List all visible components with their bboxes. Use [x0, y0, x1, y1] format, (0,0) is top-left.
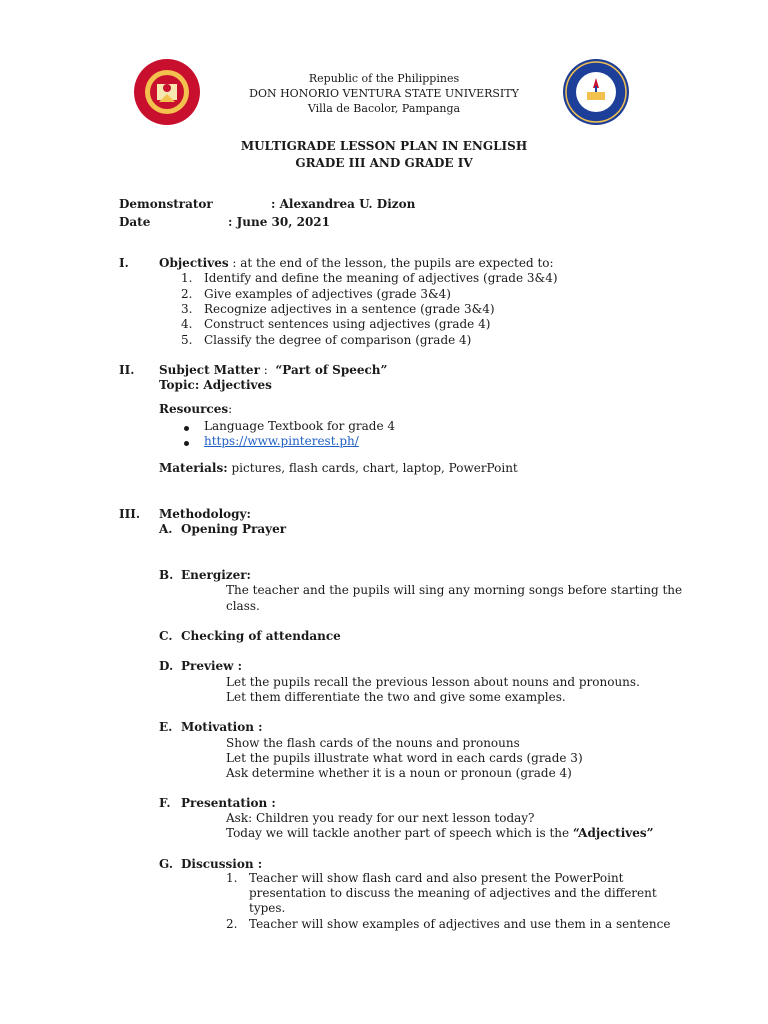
section-numeral-i: I.: [119, 256, 129, 270]
step-letter: E.: [159, 720, 173, 734]
presentation-text: [226, 826, 654, 840]
title-line-2: GRADE III AND GRADE IV: [295, 156, 473, 170]
resources-heading: [159, 402, 232, 416]
section-numeral-ii: II.: [119, 363, 135, 377]
objective-item: Construct sentences using adjectives (grade 4): [204, 317, 491, 331]
motivation-text: Let the pupils illustrate what word in each cards (grade 3): [226, 751, 583, 765]
energizer-text: The teacher and the pupils will sing any morning songs before starting the: [226, 583, 683, 597]
header-university: DON HONORIO VENTURA STATE UNIVERSITY: [249, 87, 519, 100]
energizer-text: class.: [226, 599, 260, 613]
objective-number: 1.: [181, 271, 193, 285]
step-presentation: Presentation :: [181, 796, 276, 810]
motivation-text: Show the flash cards of the nouns and pronouns: [226, 736, 520, 750]
materials-line: [159, 461, 518, 475]
date-value: : June 30, 2021: [228, 215, 330, 229]
subject-matter-heading: [159, 363, 387, 377]
title-line-1: MULTIGRADE LESSON PLAN IN ENGLISH: [240, 139, 528, 153]
step-opening-prayer: Opening Prayer: [181, 522, 287, 536]
objectives-heading: [159, 256, 554, 270]
resource-item: Language Textbook for grade 4: [204, 419, 396, 433]
objective-number: 2.: [181, 287, 193, 301]
presentation-text-lead: Today we will tackle another part of speech which is the: [226, 826, 573, 840]
objective-item: Give examples of adjectives (grade 3&4): [204, 287, 451, 301]
step-letter: A.: [159, 522, 173, 536]
step-preview: Preview :: [181, 659, 243, 673]
discussion-text: types.: [249, 901, 286, 915]
resources-label: Resources: [159, 402, 229, 416]
step-discussion: Discussion :: [181, 857, 263, 871]
materials-value: pictures, flash cards, chart, laptop, PowerPoint: [227, 461, 518, 475]
bullet-icon: [184, 441, 189, 446]
presentation-adjectives: “Adjectives”: [572, 826, 654, 840]
objective-item: Identify and define the meaning of adjectives (grade 3&4): [204, 271, 558, 285]
motivation-text: Ask determine whether it is a noun or pronoun (grade 4): [226, 766, 572, 780]
resources-colon: :: [228, 402, 233, 416]
section-numeral-iii: III.: [119, 507, 141, 521]
subject-matter-separator: :: [259, 363, 268, 377]
step-energizer: Energizer:: [181, 568, 251, 582]
resource-link[interactable]: https://www.pinterest.ph/: [204, 434, 359, 448]
date-label: Date: [119, 215, 151, 229]
subject-matter-value: “Part of Speech”: [275, 363, 388, 377]
objective-number: 5.: [181, 333, 193, 347]
bullet-icon: [184, 426, 189, 431]
presentation-text: Ask: Children you ready for our next lesson today?: [226, 811, 535, 825]
materials-label: Materials:: [159, 461, 228, 475]
discussion-text: Teacher will show flash card and also present the PowerPoint: [249, 871, 624, 885]
demonstrator-value: : Alexandrea U. Dizon: [271, 197, 416, 211]
preview-text: Let them differentiate the two and give some examples.: [226, 690, 566, 704]
objective-number: 3.: [181, 302, 193, 316]
objective-number: 4.: [181, 317, 193, 331]
discussion-number: 1.: [226, 871, 238, 885]
objectives-intro: : at the end of the lesson, the pupils are expected to:: [228, 256, 554, 270]
objectives-label: Objectives: [159, 256, 229, 270]
header-location: Villa de Bacolor, Pampanga: [307, 102, 461, 115]
discussion-number: 2.: [226, 917, 238, 931]
step-letter: D.: [159, 659, 174, 673]
demonstrator-label: Demonstrator: [119, 197, 213, 211]
objective-item: Recognize adjectives in a sentence (grade 3&4): [204, 302, 495, 316]
subject-matter-label: Subject Matter: [159, 363, 260, 377]
step-checking-attendance: Checking of attendance: [181, 629, 341, 643]
step-letter: C.: [159, 629, 173, 643]
topic-line: Topic: Adjectives: [159, 378, 272, 392]
discussion-text: Teacher will show examples of adjectives and use them in a sentence: [249, 917, 671, 931]
discussion-text: presentation to discuss the meaning of adjectives and the different: [249, 886, 657, 900]
step-letter: B.: [159, 568, 174, 582]
header-republic: Republic of the Philippines: [308, 72, 460, 85]
preview-text: Let the pupils recall the previous lesson about nouns and pronouns.: [226, 675, 640, 689]
step-letter: G.: [159, 857, 173, 871]
methodology-heading: Methodology:: [159, 507, 251, 521]
step-letter: F.: [159, 796, 171, 810]
step-motivation: Motivation :: [181, 720, 263, 734]
objective-item: Classify the degree of comparison (grade 4): [204, 333, 472, 347]
